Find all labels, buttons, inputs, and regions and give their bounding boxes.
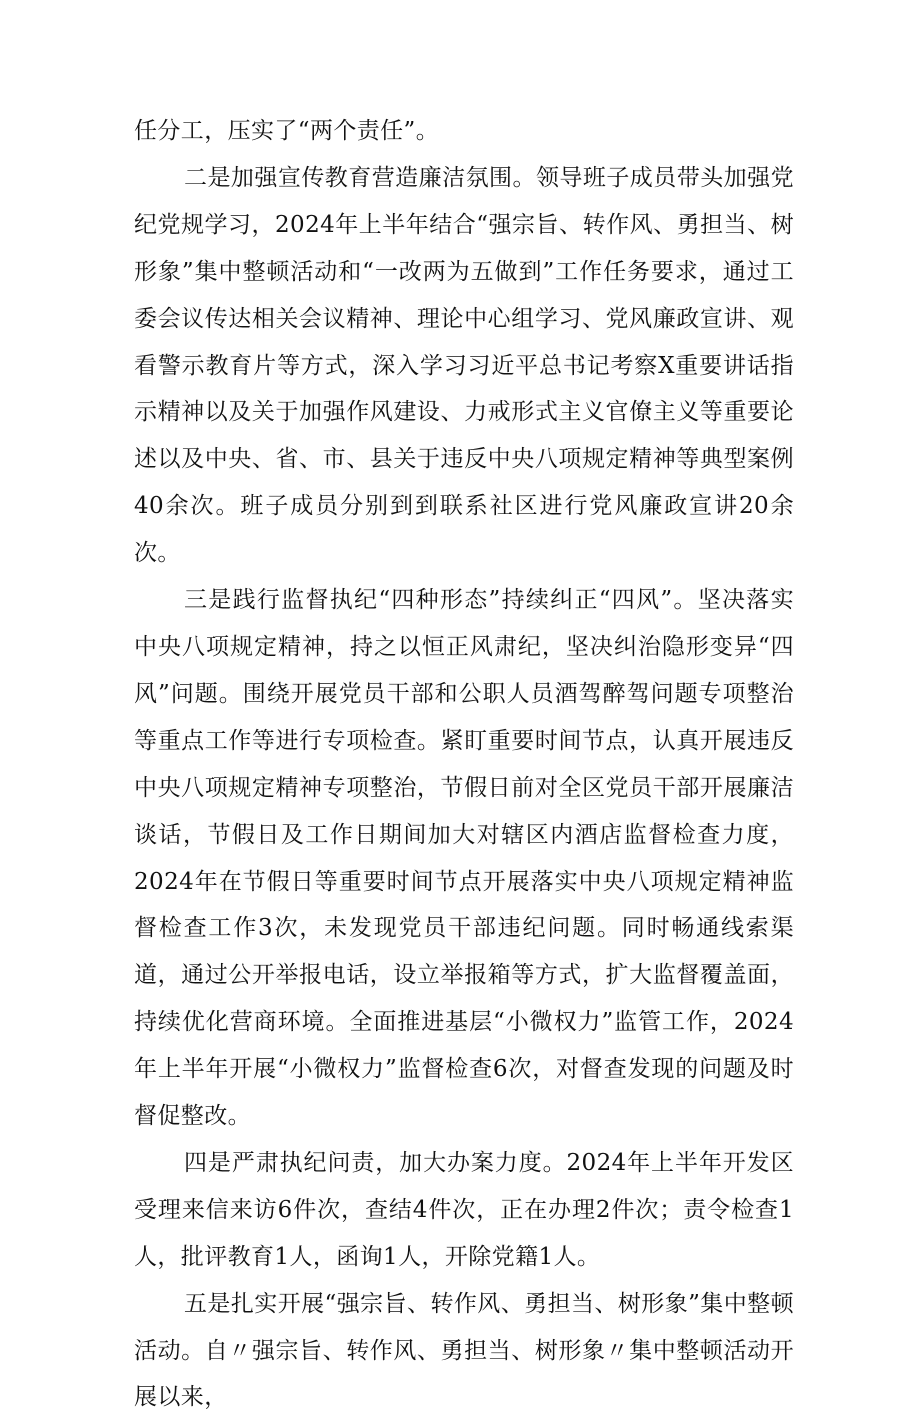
paragraph-publicity-education: 二是加强宣传教育营造廉洁氛围。领导班子成员带头加强党纪党规学习，2024年上半年结合“强宗旨、转作风、勇担当、树形象”集中整顿活动和“一改两为五做到”工作任务要求，通过工委会议传达相关会议精神、理论中心组学习、党风廉政宣讲、观看警示教育片等方式，深入学习习近平总书记考察X重要讲话指示精神以及关于加强作风建设、力戒形式主义官僚主义等重要论述以及中央、省、市、县关于违反中央八项规定精神等典型案例40余次。班子成员分别到到联系社区进行党风廉政宣讲20余次。 — [134, 164, 794, 567]
paragraph-supervision-four-forms: 三是践行监督执纪“四种形态”持续纠正“四风”。坚决落实中央八项规定精神，持之以恒正风肃纪，坚决纠治隐形变异“四风”问题。围绕开展党员干部和公职人员酒驾醉驾问题专项整治等重点工作等进行专项检查。紧盯重要时间节点，认真开展违反中央八项规定精神专项整治，节假日前对全区党员干部开展廉洁谈话，节假日及工作日期间加大对辖区内酒店监督检查力度，2024年在节假日等重要时间节点开展落实中央八项规定精神监督检查工作3次，未发现党员干部违纪问题。同时畅通线索渠道，通过公开举报电话，设立举报箱等方式，扩大监督覆盖面，持续优化营商环境。全面推进基层“小微权力”监管工作，2024年上半年开展“小微权力”监督检查6次，对督查发现的问题及时督促整改。 — [134, 587, 794, 1130]
paragraph-rectification-campaign: 五是扎实开展“强宗旨、转作风、勇担当、树形象”集中整顿活动。自〃强宗旨、转作风、勇担当、树形象〃集中整顿活动开展以来， — [134, 1290, 794, 1411]
paragraph-continuation: 任分工，压实了“两个责任”。 — [134, 118, 440, 144]
paragraph-discipline-accountability: 四是严肃执纪问责，加大办案力度。2024年上半年开发区受理来信来访6件次，查结4件次，正在办理2件次；责令检查1人，批评教育1人，函询1人，开除党籍1人。 — [134, 1149, 794, 1270]
document-body — [134, 108, 794, 1421]
